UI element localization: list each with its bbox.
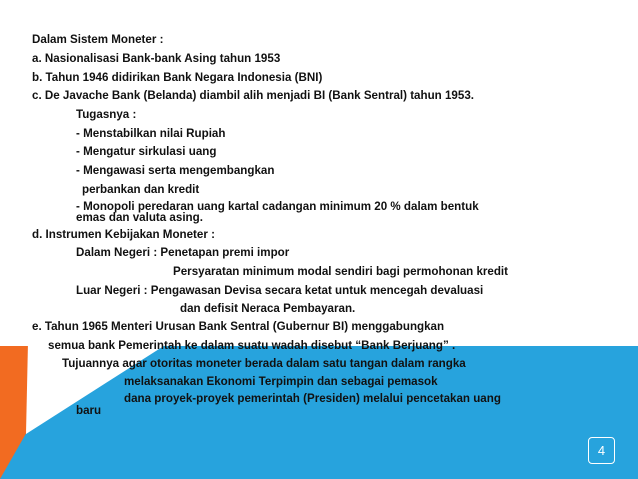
text-line: - Mengatur sirkulasi uang [76,145,217,158]
text-line: dana proyek-proyek pemerintah (Presiden) melalui pencetakan uang [124,392,501,405]
text-line: Dalam Negeri : Penetapan premi impor [76,246,290,259]
text-line: - Monopoli peredaran uang kartal cadangan minimum 20 % dalam bentuk [76,200,479,213]
text-line: emas dan valuta asing. [76,211,203,224]
text-line: c. De Javache Bank (Belanda) diambil alih menjadi BI (Bank Sentral) tahun 1953. [32,89,474,102]
text-line: Luar Negeri : Pengawasan Devisa secara ketat untuk mencegah devaluasi [76,284,484,297]
text-line: - Menstabilkan nilai Rupiah [76,127,226,140]
text-line: dan defisit Neraca Pembayaran. [180,302,356,315]
text-line: - Mengawasi serta mengembangkan [76,164,275,177]
page-number-badge: 4 [588,437,615,464]
text-line: baru [76,404,102,417]
text-line: Dalam Sistem Moneter : [32,33,164,46]
text-line: e. Tahun 1965 Menteri Urusan Bank Sentral (Gubernur BI) menggabungkan [32,320,445,333]
text-line: perbankan dan kredit [82,183,200,196]
text-line: Tugasnya : [76,108,137,121]
text-line: b. Tahun 1946 didirikan Bank Negara Indonesia (BNI) [32,71,323,84]
text-line: a. Nasionalisasi Bank-bank Asing tahun 1953 [32,52,281,65]
text-line: d. Instrumen Kebijakan Moneter : [32,228,215,241]
text-line: melaksanakan Ekonomi Terpimpin dan sebagai pemasok [124,375,438,388]
text-line: Tujuannya agar otoritas moneter berada dalam satu tangan dalam rangka [62,357,466,370]
text-line: Persyaratan minimum modal sendiri bagi permohonan kredit [173,265,509,278]
text-line: semua bank Pemerintah ke dalam suatu wadah disebut “Bank Berjuang” . [48,339,456,352]
